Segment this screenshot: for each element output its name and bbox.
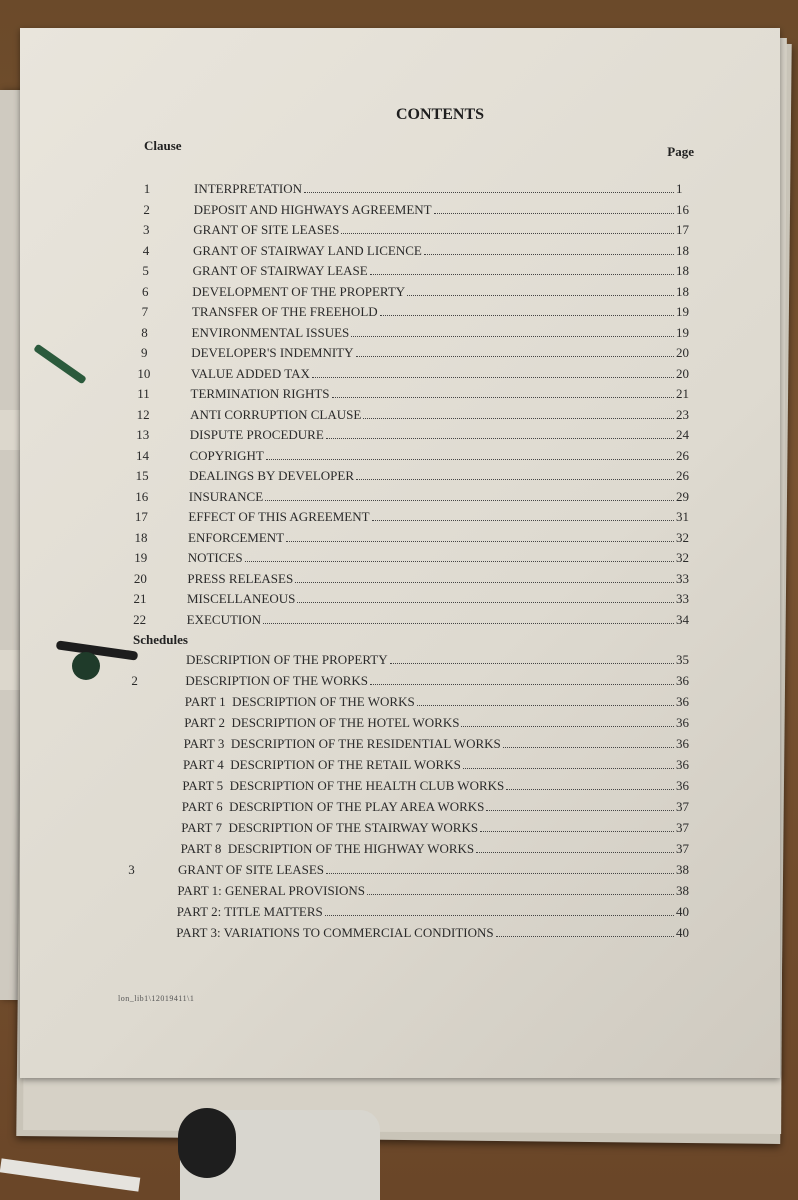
entry-page-number: 32 — [675, 529, 689, 545]
toc-entry — [181, 841, 696, 857]
binding-knot — [72, 652, 100, 680]
entry-number: 18 — [134, 529, 148, 545]
entry-number: 9 — [140, 345, 148, 360]
bottle-cap — [178, 1108, 236, 1178]
toc-entry — [177, 883, 696, 899]
entry-page-number: 20 — [675, 365, 689, 381]
entry-page-number: 36 — [675, 715, 689, 730]
entry-number: 3 — [143, 222, 150, 237]
contents-page — [20, 28, 780, 1078]
leader-dots — [503, 746, 674, 748]
leader-dots — [380, 314, 674, 316]
leader-dots — [407, 294, 674, 296]
entry-page-number: 19 — [675, 324, 689, 340]
schedules-header: Schedules — [133, 632, 188, 647]
leader-dots — [266, 458, 674, 460]
entry-page-number: 18 — [676, 283, 689, 299]
entry-page-number: 38 — [675, 883, 689, 898]
entry-page-number: 18 — [675, 242, 689, 258]
entry-number: 16 — [135, 488, 149, 504]
entry-number: 8 — [141, 324, 148, 340]
toc-entry — [191, 345, 696, 361]
entry-number: 11 — [137, 386, 150, 401]
entry-label: NOTICES — [187, 550, 243, 565]
entry-label: PART 3 DESCRIPTION OF THE RESIDENTIAL WORKS — [183, 736, 501, 751]
leader-dots — [326, 872, 674, 874]
entry-page-number: 26 — [675, 447, 689, 463]
entry-label: COPYRIGHT — [189, 447, 264, 463]
entry-number: 13 — [136, 427, 150, 442]
leader-dots — [370, 273, 674, 275]
entry-label: INSURANCE — [188, 488, 264, 504]
leader-dots — [461, 725, 674, 727]
leader-dots — [332, 396, 674, 398]
leader-dots — [263, 622, 674, 624]
entry-page-number: 29 — [676, 488, 689, 504]
entry-page-number: 37 — [675, 820, 689, 835]
entry-label: PART 1: GENERAL PROVISIONS — [177, 883, 366, 898]
entry-label: PART 4 DESCRIPTION OF THE RETAIL WORKS — [183, 757, 461, 772]
entry-label: ANTI CORRUPTION CLAUSE — [190, 406, 362, 422]
entry-label: PART 5 DESCRIPTION OF THE HEALTH CLUB WORKS — [182, 778, 505, 793]
leader-dots — [434, 212, 674, 214]
entry-label: TRANSFER OF THE FREEHOLD — [191, 304, 378, 319]
leader-dots — [506, 788, 674, 790]
toc-entry — [187, 571, 696, 587]
entry-page-number: 19 — [675, 304, 689, 319]
entry-label: GRANT OF SITE LEASES — [193, 222, 340, 237]
toc-entry — [186, 652, 696, 668]
entry-label: TERMINATION RIGHTS — [190, 386, 330, 401]
entry-page-number: 31 — [675, 509, 689, 524]
toc-entry — [192, 284, 696, 300]
toc-entry — [177, 904, 696, 920]
toc-entry — [188, 550, 696, 566]
entry-page-number: 36 — [675, 673, 689, 688]
toc-entry — [188, 509, 696, 525]
entry-label: ENFORCEMENT — [188, 529, 285, 545]
entry-label: PART 7 DESCRIPTION OF THE STAIRWAY WORKS — [181, 820, 479, 835]
entry-number: 5 — [142, 263, 149, 278]
toc-entry — [182, 778, 696, 794]
leader-dots — [486, 809, 674, 811]
entry-page-number: 16 — [675, 201, 689, 217]
entry-page-number: 36 — [676, 757, 689, 772]
toc-entry — [187, 612, 696, 628]
entry-number: 12 — [136, 406, 150, 422]
leader-dots — [463, 767, 674, 769]
entry-number: 15 — [135, 468, 149, 483]
toc-entry — [182, 799, 696, 815]
entry-number: 7 — [141, 304, 149, 319]
leader-dots — [304, 191, 674, 193]
entry-number: 21 — [133, 591, 147, 606]
toc-entry — [190, 427, 696, 443]
leader-dots — [417, 704, 674, 706]
entry-page-number: 1 — [676, 181, 683, 196]
toc-entry — [185, 694, 696, 710]
toc-entry — [183, 757, 696, 773]
entry-number: 4 — [142, 242, 150, 258]
toc-entry — [189, 468, 696, 484]
leader-dots — [367, 893, 674, 895]
toc-entry — [190, 407, 696, 423]
entry-page-number: 21 — [676, 386, 689, 401]
toc-entry — [181, 820, 696, 836]
toc-entry — [194, 181, 696, 197]
entry-number: 2 — [131, 673, 138, 688]
leader-dots — [372, 519, 674, 521]
leader-dots — [312, 376, 674, 378]
entry-label: PART 1 DESCRIPTION OF THE WORKS — [184, 694, 415, 709]
entry-label: GRANT OF STAIRWAY LAND LICENCE — [192, 242, 422, 258]
toc-entry — [176, 925, 696, 941]
entry-page-number: 37 — [675, 799, 689, 814]
entry-label: DISPUTE PROCEDURE — [189, 427, 324, 442]
leader-dots — [325, 914, 674, 916]
toc-entry — [189, 448, 696, 464]
entry-label: DEVELOPER'S INDEMNITY — [191, 345, 354, 360]
leader-dots — [496, 935, 674, 937]
entry-page-number: 35 — [676, 652, 689, 667]
leader-dots — [245, 560, 674, 562]
entry-page-number: 36 — [675, 694, 689, 709]
toc-entry — [185, 673, 696, 689]
page-title: CONTENTS — [395, 106, 485, 123]
entry-label: ENVIRONMENTAL ISSUES — [191, 324, 350, 340]
entry-page-number: 36 — [675, 736, 689, 751]
entry-label: PART 3: VARIATIONS TO COMMERCIAL CONDITIONS — [176, 925, 494, 940]
entry-label: VALUE ADDED TAX — [190, 365, 310, 381]
leader-dots — [341, 232, 674, 234]
entry-label: PART 6 DESCRIPTION OF THE PLAY AREA WORKS — [181, 799, 485, 814]
entry-label: PART 2 DESCRIPTION OF THE HOTEL WORKS — [184, 715, 460, 730]
toc-entry — [184, 736, 696, 752]
entry-label: DEPOSIT AND HIGHWAYS AGREEMENT — [193, 201, 432, 217]
leader-dots — [480, 830, 674, 832]
leader-dots — [286, 540, 674, 542]
toc-entry — [188, 530, 696, 546]
entry-number: 10 — [137, 365, 151, 381]
entry-number: 3 — [128, 862, 135, 877]
entry-page-number: 38 — [676, 862, 689, 877]
entry-page-number: 24 — [675, 427, 689, 442]
toc-entry — [192, 325, 696, 341]
leader-dots — [356, 355, 674, 357]
leader-dots — [363, 417, 674, 419]
toc-entry — [194, 202, 696, 218]
entry-page-number: 33 — [675, 570, 689, 586]
entry-label: DEVELOPMENT OF THE PROPERTY — [192, 283, 406, 299]
entry-label: EXECUTION — [186, 611, 262, 627]
toc-entry — [193, 222, 696, 238]
leader-dots — [370, 683, 674, 685]
leader-dots — [265, 499, 674, 501]
leader-dots — [390, 662, 674, 664]
toc-entry — [184, 715, 696, 731]
entry-label: INTERPRETATION — [194, 181, 303, 196]
entry-number: 1 — [143, 181, 151, 196]
entry-page-number: 40 — [675, 925, 689, 940]
entry-label: EFFECT OF THIS AGREEMENT — [188, 509, 370, 524]
entry-number: 19 — [134, 550, 148, 565]
entry-page-number: 20 — [675, 345, 689, 360]
entry-label: PART 2: TITLE MATTERS — [176, 904, 323, 919]
entry-number: 20 — [133, 570, 147, 586]
pen — [0, 1158, 140, 1191]
entry-label: PRESS RELEASES — [187, 570, 294, 586]
entry-page-number: 36 — [675, 778, 689, 793]
clause-column-header: Clause — [144, 138, 182, 153]
toc-entry — [192, 304, 696, 320]
entry-page-number: 40 — [675, 904, 689, 919]
leader-dots — [297, 601, 674, 603]
toc-entry — [189, 489, 696, 505]
leader-dots — [326, 437, 674, 439]
entry-number: 2 — [143, 201, 150, 217]
toc-entry — [187, 591, 696, 607]
leader-dots — [295, 581, 674, 583]
footer-reference: lon_lib1\12019411\1 — [118, 994, 195, 1003]
toc-entry — [191, 366, 696, 382]
entry-label: DEALINGS BY DEVELOPER — [189, 468, 354, 483]
entry-page-number: 32 — [675, 550, 689, 565]
toc-entry — [178, 862, 696, 878]
toc-entry — [193, 243, 696, 259]
entry-number: 6 — [142, 283, 149, 299]
leader-dots — [424, 253, 674, 255]
entry-page-number: 17 — [675, 222, 689, 237]
entry-label: DESCRIPTION OF THE PROPERTY — [186, 652, 388, 667]
entry-number: 17 — [134, 509, 148, 524]
entry-page-number: 33 — [676, 591, 689, 606]
entry-label: GRANT OF SITE LEASES — [178, 862, 325, 877]
entry-label: GRANT OF STAIRWAY LEASE — [192, 263, 368, 278]
toc-entry — [191, 386, 697, 402]
entry-label: DESCRIPTION OF THE WORKS — [185, 673, 369, 688]
entry-number: 22 — [133, 611, 147, 627]
entry-page-number: 37 — [675, 841, 689, 856]
entry-page-number: 26 — [675, 468, 689, 483]
entry-page-number: 34 — [675, 611, 689, 627]
leader-dots — [476, 851, 674, 853]
entry-label: MISCELLANEOUS — [187, 591, 296, 606]
entry-page-number: 23 — [675, 406, 689, 422]
entry-number: 14 — [135, 447, 149, 463]
leader-dots — [351, 335, 674, 337]
leader-dots — [356, 478, 674, 480]
entry-label: PART 8 DESCRIPTION OF THE HIGHWAY WORKS — [180, 841, 475, 856]
toc-entry — [193, 263, 696, 279]
entry-page-number: 18 — [675, 263, 689, 278]
page-column-header: Page — [667, 144, 694, 159]
